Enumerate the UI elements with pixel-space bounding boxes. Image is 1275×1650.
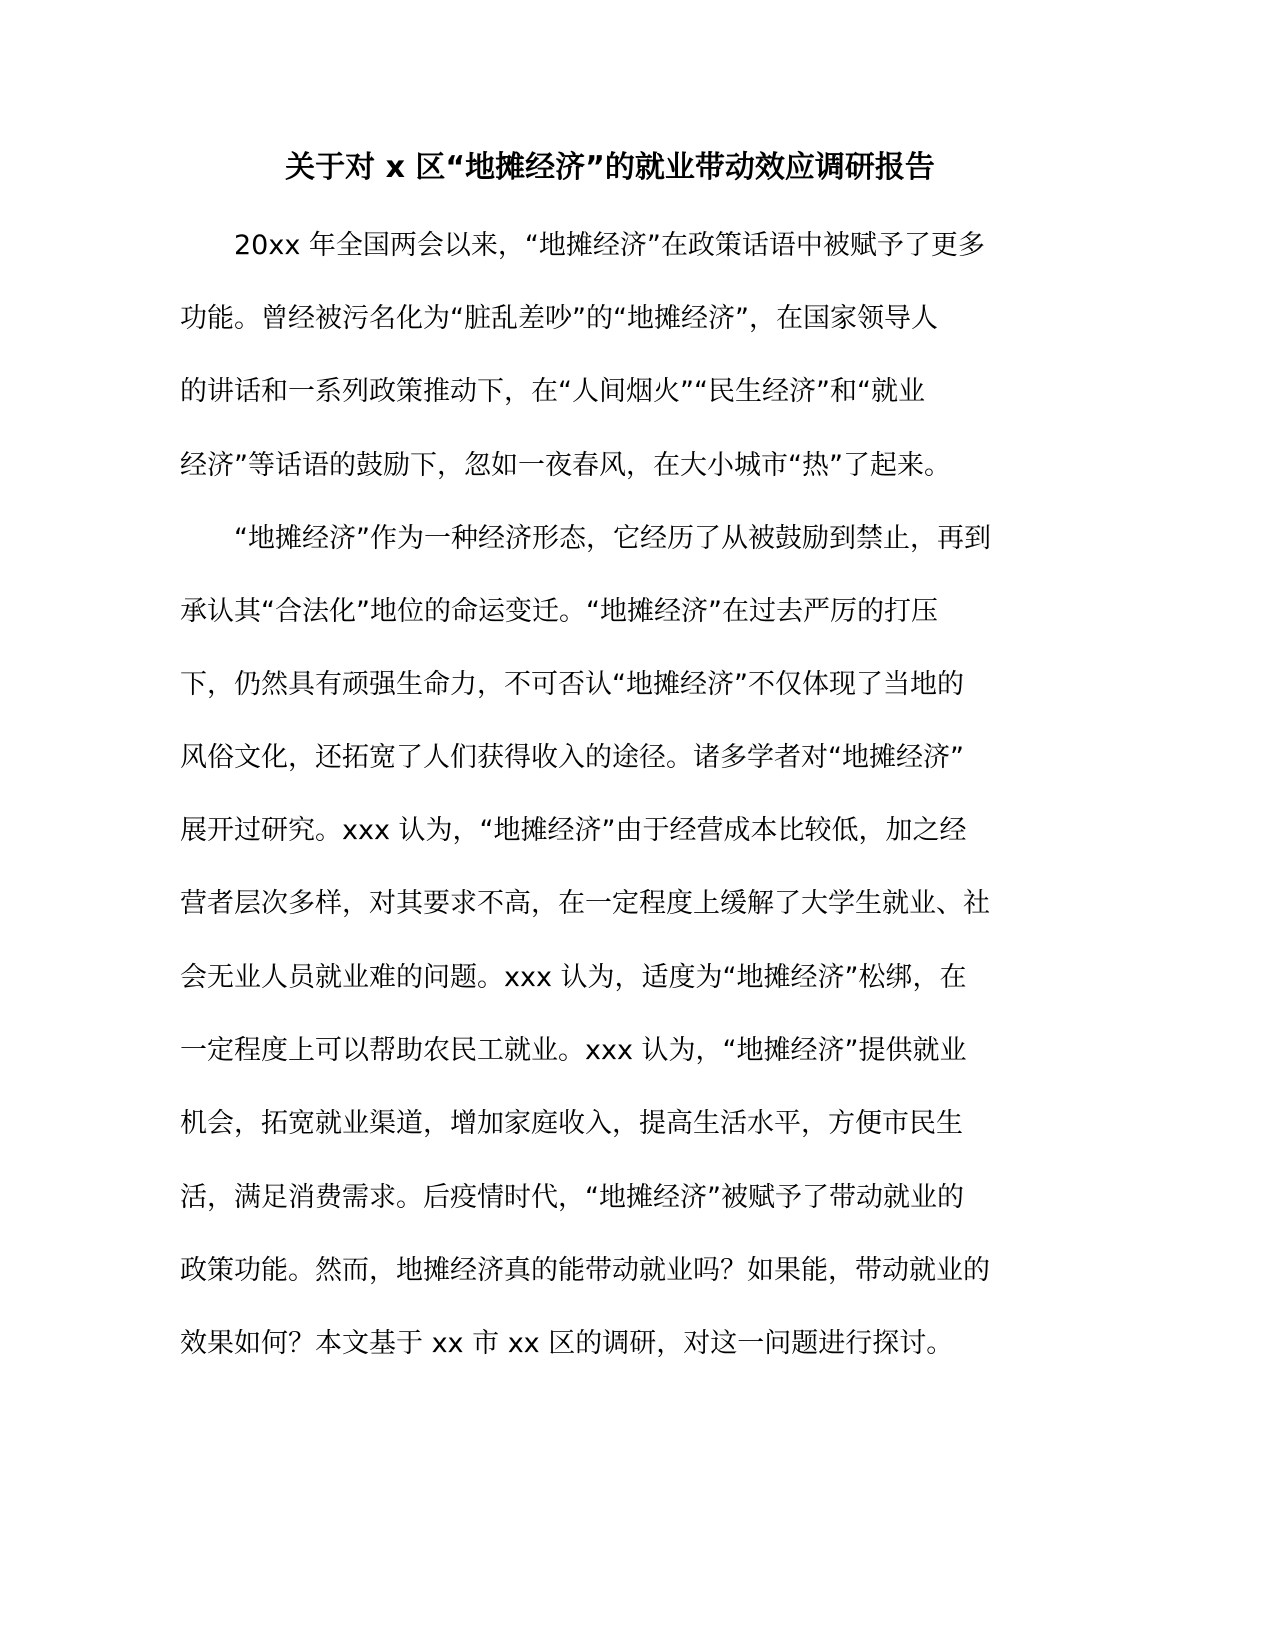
paragraph-line: 经济”等话语的鼓励下，忽如一夜春风，在大小城市“热”了起来。 [180, 450, 951, 481]
paragraph-line: 20xx 年全国两会以来，“地摊经济”在政策话语中被赋予了更多 [234, 230, 985, 261]
paragraph-line: 会无业人员就业难的问题。xxx 认为，适度为“地摊经济”松绑，在 [180, 962, 967, 993]
paragraph-line: 营者层次多样，对其要求不高，在一定程度上缓解了大学生就业、社 [180, 888, 990, 919]
paragraph-line: 机会，拓宽就业渠道，增加家庭收入，提高生活水平，方便市民生 [180, 1108, 963, 1139]
paragraph-line: 活，满足消费需求。后疫情时代，“地摊经济”被赋予了带动就业的 [180, 1182, 964, 1213]
paragraph-line: 展开过研究。xxx 认为，“地摊经济”由于经营成本比较低，加之经 [180, 815, 967, 846]
paragraph-line: “地摊经济”作为一种经济形态，它经历了从被鼓励到禁止，再到 [234, 523, 991, 554]
paragraph-line: 政策功能。然而，地摊经济真的能带动就业吗？如果能，带动就业的 [180, 1255, 990, 1286]
paragraph-line: 下，仍然具有顽强生命力，不可否认“地摊经济”不仅体现了当地的 [180, 669, 964, 700]
paragraph-line: 承认其“合法化”地位的命运变迁。“地摊经济”在过去严厉的打压 [180, 596, 938, 627]
paragraph-line: 的讲话和一系列政策推动下，在“人间烟火”“民生经济”和“就业 [180, 376, 925, 407]
document-title: 关于对 x 区“地摊经济”的就业带动效应调研报告 [285, 150, 935, 185]
paragraph-line: 效果如何？本文基于 xx 市 xx 区的调研，对这一问题进行探讨。 [180, 1328, 954, 1359]
paragraph-line: 一定程度上可以帮助农民工就业。xxx 认为，“地摊经济”提供就业 [180, 1035, 967, 1066]
paragraph-line: 风俗文化，还拓宽了人们获得收入的途径。诸多学者对“地摊经济” [180, 742, 964, 773]
paragraph-line: 功能。曾经被污名化为“脏乱差吵”的“地摊经济”，在国家领导人 [180, 303, 938, 334]
